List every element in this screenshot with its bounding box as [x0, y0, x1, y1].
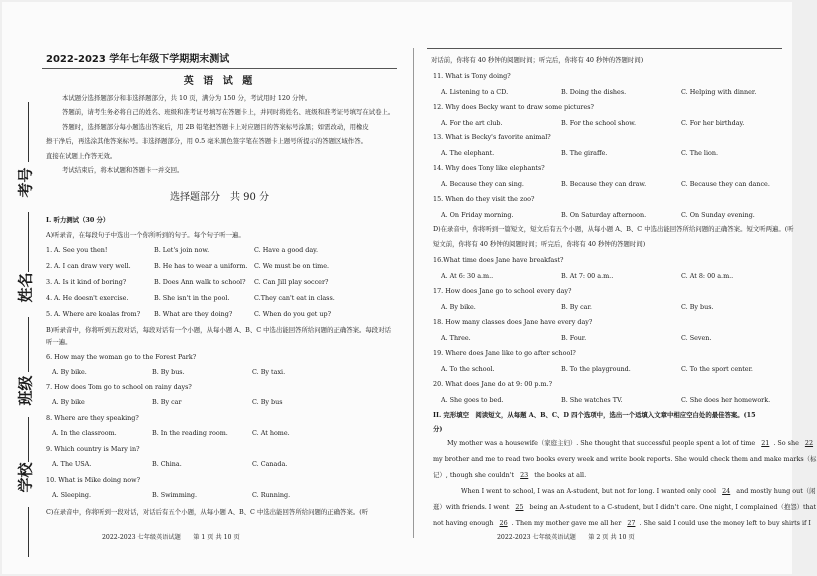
question-9-options: A. The USA. B. China. C. Canada. — [52, 460, 288, 468]
blank-26: 26 — [499, 519, 508, 528]
question-7: 7. How does Tom go to school on rainy days? — [46, 383, 192, 391]
question-17: 17. How does Jane go to school every day? — [433, 287, 572, 295]
question-6: 6. How may the woman go to the Forest Park? — [46, 353, 197, 361]
question-20: 20. What does Jane do at 9: 00 p.m.? — [433, 380, 553, 388]
note-line: 答题前，请考生务必将自己的姓名、班级和准考证号填写在答题卡上，并同时将姓名、班级和准考证号填写在试卷上。 — [62, 108, 395, 117]
cloze-line: When I went to school, I was an A-student, but not for long. I wanted only cool 24 and mostly hung out（闲 — [461, 487, 816, 496]
exam-page-1 — [42, 2, 397, 574]
question-12: 12. Why does Becky want to draw some pictures? — [433, 103, 594, 111]
blank-23: 23 — [520, 471, 529, 480]
question-15: 15. When do they visit the zoo? — [433, 195, 535, 203]
blank-22: 22 — [804, 439, 814, 447]
note-line: 本试题分选择题部分和非选择题部分，共 10 页，满分为 150 分，考试用时 120 分钟。 — [62, 94, 312, 102]
note-line: 答题时，选择题部分每小题选出答案后，用 2B 铅笔把答题卡上对应题目的答案标号涂黑；如需改动，用橡皮 — [62, 122, 369, 131]
question-14: 14. Why does Tony like elephants? — [433, 164, 545, 172]
cloze-line: my brother and me to read two books every week and write book reports. She would check them and make marks（标 — [433, 455, 817, 464]
blank-24: 24 — [722, 487, 731, 496]
exam-page-2 — [427, 2, 817, 574]
question-9: 9. Which country is Mary in? — [46, 445, 140, 453]
cloze-line: not having enough 26 . Then my mother gave me all her 27 . She said I could use the money left to buy shirts if I — [433, 519, 811, 528]
name-label: 姓名 — [16, 272, 35, 303]
page-divider — [413, 48, 414, 538]
question-17-options: A. By bike. B. By car. C. By bus. — [441, 303, 714, 311]
question-20-options: A. She goes to bed. B. She watches TV. C. She does her homework. — [441, 396, 771, 404]
part-d-instruction: D)在录音中，你将听到一篇短文，短文后有五个小题，从每小题 A、B、C 中选出能回答所给问题的正确答案。短文听两遍。(听 — [433, 225, 794, 233]
question-7-options: A. By bike B. By car C. By bus — [52, 398, 283, 406]
exam-notes — [46, 91, 396, 177]
note-line: 考试结束后，将本试题和答题卡一并交回。 — [62, 166, 184, 175]
question-12-options: A. For the art club. B. For the school show. C. For her birthday. — [441, 119, 745, 127]
question-4: 4. A. He doesn't exercise. B. She isn't in the pool. C.They can't eat in class. — [46, 294, 335, 302]
title-rule — [42, 68, 397, 69]
part-b-instruction: B)听录音中，你将听到五段对话，每段对话有一个小题，从每小题 A、B、C 中选出能回答所给问题的正确答案。每段对话听一遍。 — [46, 326, 391, 347]
note-line: 擦干净后，再选涂其他答案标号。非选择题部分，用 0.5 毫米黑色签字笔在答题卡上题号所提示的答题区域作答。 — [46, 137, 367, 146]
note-line: 直接在试题上作答无效。 — [46, 151, 117, 160]
class-label: 班级 — [16, 375, 35, 406]
question-5: 5. A. Where are koalas from? B. What are they doing? C. When do you get up? — [46, 310, 332, 318]
question-19-options: A. To the school. B. To the playground. C. To the sport center. — [441, 365, 753, 373]
section-title: 选择题部分 共 90 分 — [169, 192, 270, 203]
question-6-options: A. By bike. B. By bus. C. By taxi. — [52, 368, 286, 376]
question-13-options: A. The elephant. B. The giraffe. C. The lion. — [441, 149, 718, 157]
part-c-instruction: C)在录音中，你将听到一段对话，对话后有五个小题，从每小题 A、B、C 中选出能回答所给问题的正确答案。(听 — [46, 508, 369, 516]
question-8: 8. Where are they speaking? — [46, 414, 139, 422]
question-3: 3. A. Is it kind of boring? B. Does Ann walk to school? C. Can Jill play soccer? — [46, 278, 329, 286]
cloze-line: 逛）with friends. I went 25 being an A-student to a C-student, but I didn't care. One night, I complained（抱怨）that — [433, 503, 817, 512]
blank-25: 25 — [515, 503, 524, 512]
blank-27: 27 — [627, 519, 636, 528]
question-11: 11. What is Tony doing? — [433, 72, 511, 80]
question-13: 13. What is Becky's favorite animal? — [433, 133, 551, 141]
part-a-instruction: A)听录音，在每段句子中选出一个你所听到的句子。每个句子听一遍。 — [46, 231, 245, 239]
top-rule — [427, 48, 782, 49]
exam-title: 2022-2023 学年七年级下学期期末测试 — [46, 54, 230, 65]
question-1: 1. A. See you then! B. Let's join now. C. Have a good day. — [46, 246, 318, 254]
question-19: 19. Where does Jane like to go after school? — [433, 349, 576, 357]
cloze-heading: II. 完形填空 阅读短文，从每题 A、B、C、D 四个选项中，选出一个适填入文章中相应空白处的最佳答案。(15 — [433, 411, 756, 419]
cloze-heading-cont: 分) — [433, 425, 443, 433]
part-c-instruction-cont: 对话前，你将有 40 秒钟的阅题时间；听完后，你将有 40 秒钟的答题时间) — [431, 56, 644, 64]
binding-margin — [2, 62, 42, 562]
question-10-options: A. Sleeping. B. Swimming. C. Running. — [52, 491, 291, 499]
page-1-footer: 2022-2023 七年级英语试题 第 1 页 共 10 页 — [102, 534, 240, 541]
school-label: 学校 — [16, 462, 35, 493]
cloze-line: My mother was a housewife（家庭主妇）. She thought that successful people spent a lot of time 21 . So she 22 — [433, 435, 793, 451]
listening-heading: I. 听力测试（30 分） — [46, 216, 110, 224]
cloze-line: 记）, though she couldn't 23 the books at all. — [433, 471, 587, 480]
question-11-options: A. Listening to a CD. B. Doing the dishes. C. Helping with dinner. — [441, 88, 757, 96]
question-15-options: A. On Friday morning. B. On Saturday afternoon. C. On Sunday evening. — [441, 211, 755, 219]
question-16: 16.What time does Jane have breakfast? — [433, 256, 564, 264]
exam-sheet — [2, 2, 817, 574]
exam-number-label: 考号 — [16, 167, 35, 198]
blank-21: 21 — [761, 439, 770, 447]
question-8-options: A. In the classroom. B. In the reading room. C. At home. — [52, 429, 290, 437]
page-2-footer: 2022-2023 七年级英语试题 第 2 页 共 10 页 — [497, 534, 635, 541]
subject-title: 英 语 试 题 — [183, 76, 256, 87]
question-18: 18. How many classes does Jane have every day? — [433, 318, 593, 326]
cloze-passage — [433, 435, 817, 531]
question-18-options: A. Three. B. Four. C. Seven. — [441, 334, 712, 342]
question-14-options: A. Because they can sing. B. Because they can draw. C. Because they can dance. — [441, 180, 770, 188]
question-16-options: A. At 6: 30 a.m.. B. At 7: 00 a.m.. C. At 8: 00 a.m.. — [441, 272, 734, 280]
question-10: 10. What is Mike doing now? — [46, 476, 140, 484]
question-2: 2. A. I can draw very well. B. He has to wear a uniform. C. We must be on time. — [46, 262, 330, 270]
part-d-instruction-cont: 短文前，你将有 40 秒钟的阅题时间；听完后，你将有 40 秒钟的答题时间) — [433, 240, 646, 248]
